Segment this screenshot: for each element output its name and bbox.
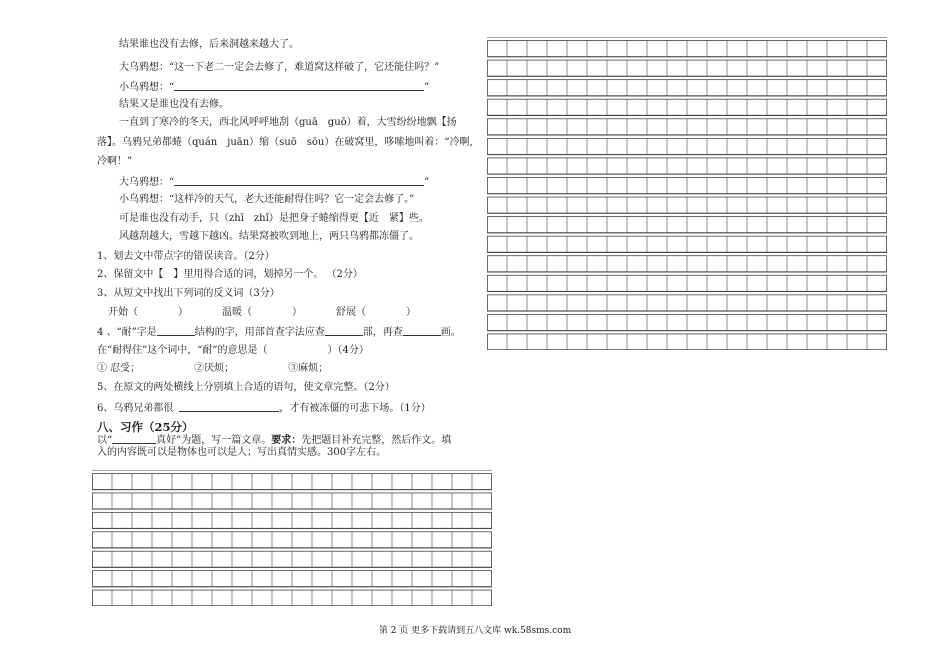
composition-prompt-line2: 入的内容既可以是物体也可以是人；写出真情实感。300字左右。 [97, 447, 387, 458]
option-3[interactable]: ③麻烦； [288, 363, 329, 374]
prompt-open: 以“ [97, 435, 113, 446]
story-paragraph-5-line2: 落】。乌鸦兄弟都蜷（quán juān）缩（suō sōu）在破窝里，哆嗦地叫着：“冷啊, [97, 137, 473, 148]
story-p3-prefix: 小乌鸦想：“ [119, 82, 175, 93]
story-paragraph-7: 小乌鸦想：“这样冷的天气，老大还能耐得住吗？它一定会去修了。” [119, 194, 415, 205]
story-paragraph-2: 大乌鸦想：“这一下老二一定会去修了，难道窝这样破了，它还能住吗？” [119, 62, 440, 73]
blank-line-3[interactable] [179, 401, 279, 412]
story-p6-prefix: 大乌鸦想：“ [119, 177, 175, 188]
question-3-items [108, 306, 416, 320]
question-4-part-d: 画。 [440, 327, 461, 338]
story-paragraph-8: 可是谁也没有动手，只（zhī zhǐ）是把身子蜷缩得更【近 紧】些。 [119, 213, 429, 224]
writing-grid-right[interactable] [487, 37, 887, 350]
story-paragraph-5-line1: 一直到了寒冷的冬天，西北风呼呼地刮（guā guō）着，大雪纷纷地飘【扬 [119, 117, 457, 128]
question-3: 3、从短文中找出下列词的反义词（3分） [97, 288, 280, 299]
writing-grid-left[interactable] [92, 470, 492, 606]
blank-strokes[interactable] [403, 325, 441, 336]
question-5: 5、在原文的两处横线上分别填上合适的语句，使文章完整。（2分） [97, 382, 395, 393]
question-6-part-a: 6、乌鸦兄弟都很 [97, 403, 174, 414]
blank-radical[interactable] [325, 325, 363, 336]
story-p6-suffix: ” [424, 177, 430, 188]
paren-close: ） [178, 307, 188, 318]
blank-structure[interactable] [157, 325, 195, 336]
question-4-line2 [97, 344, 369, 358]
question-4-line2-a: 在“耐得住”这个词中，“耐”的意思是（ [97, 345, 268, 356]
story-paragraph-1: 结果谁也没有去修，后来洞越来越大了。 [119, 39, 299, 50]
story-paragraph-4: 结果又是谁也没有去修。 [119, 99, 229, 110]
prompt-middle: 真好”为题，写一篇文章。 [156, 435, 272, 446]
blank-line-1[interactable] [174, 80, 424, 91]
question-4-line2-b: ）（4分） [327, 345, 369, 356]
paren-close: ） [292, 307, 302, 318]
requirement-label: 要求： [271, 435, 302, 446]
question-6 [97, 401, 431, 416]
blank-line-2[interactable] [174, 175, 424, 186]
antonym-stretch-label: 舒展（ [336, 307, 366, 318]
question-4-part-a: 4 、“耐”字是 [97, 327, 157, 338]
story-paragraph-3 [119, 80, 429, 95]
antonym-warm-label: 温暖（ [222, 307, 252, 318]
composition-title: 八、习作（25分） [97, 420, 194, 434]
story-p3-suffix: ” [424, 82, 430, 93]
title-blank[interactable] [112, 433, 156, 444]
question-6-part-b: ，才有被冻僵的可悲下场。（1分） [279, 403, 431, 414]
question-2: 2、保留文中【 】里用得合适的词，划掉另一个。 （2分） [97, 269, 363, 280]
antonym-start-label: 开始（ [108, 307, 138, 318]
prompt-rest: 先把题目补充完整，然后作文。填 [301, 435, 452, 446]
paren-close: ） [406, 307, 416, 318]
question-4 [97, 325, 461, 340]
option-2[interactable]: ②厌烦； [194, 363, 235, 374]
page-footer: 第 2 页 更多下载请到五八文库 wk.58sms.com [378, 626, 572, 636]
question-4-options [97, 362, 328, 376]
question-4-part-c: 部，再查 [362, 327, 403, 338]
story-paragraph-5-line3: 冷啊！” [97, 156, 133, 167]
question-4-part-b: 结构的字，用部首查字法应查 [194, 327, 325, 338]
story-paragraph-6 [119, 175, 429, 190]
story-paragraph-9: 风越刮越大，雪越下越凶。结果窝被吹到地上，两只乌鸦都冻僵了。 [119, 231, 419, 242]
option-1[interactable]: ① 忍受； [97, 363, 141, 374]
question-1: 1、划去文中带点字的错误读音。（2分） [97, 251, 275, 262]
